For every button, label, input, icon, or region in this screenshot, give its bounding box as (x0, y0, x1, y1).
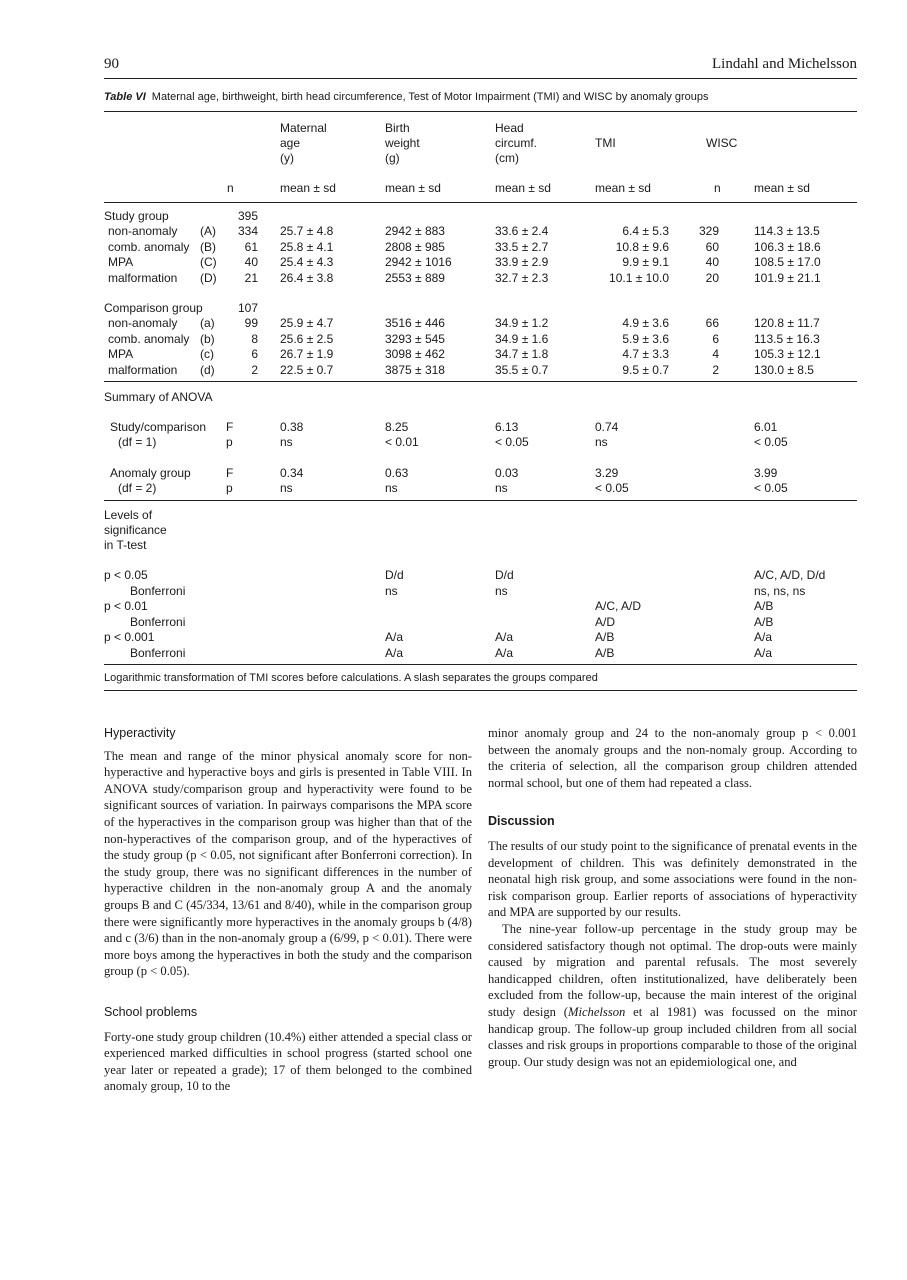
section-heading-hyperactivity: Hyperactivity (104, 726, 176, 740)
anova-stat-p: p (226, 481, 233, 495)
column-subheader: mean ± sd (754, 181, 810, 195)
cell-head-circumference: 34.9 ± 1.2 (495, 316, 549, 330)
cell-wisc-n: 4 (712, 347, 719, 361)
row-code: (c) (200, 347, 214, 361)
cell-tmi: 4.9 ± 3.6 (622, 316, 669, 330)
anova-value: ns (385, 481, 398, 495)
running-head: Lindahl and Michelsson (712, 56, 857, 72)
table-significance-rule (104, 500, 857, 501)
anova-value: ns (495, 481, 508, 495)
significance-value: ns, ns, ns (754, 583, 806, 598)
table-header-rule (104, 202, 857, 203)
column-header: Head (495, 121, 524, 135)
anova-value: 0.03 (495, 466, 519, 480)
cell-wisc-n: 60 (705, 239, 719, 254)
anova-row-label: Study/comparison (110, 420, 207, 434)
cell-wisc: 108.5 ± 17.0 (754, 255, 821, 269)
row-code: (d) (200, 362, 215, 377)
cell-wisc-n: 40 (705, 255, 719, 269)
anova-value: 0.38 (280, 420, 304, 434)
cell-birth-weight: 2808 ± 985 (385, 239, 445, 254)
significance-value: A/a (385, 645, 404, 660)
cell-maternal-age: 26.4 ± 3.8 (280, 270, 334, 285)
column-header: Maternal (280, 121, 327, 135)
row-n: 2 (251, 362, 258, 377)
row-n: 21 (244, 270, 258, 285)
cell-maternal-age: 25.6 ± 2.5 (280, 331, 334, 346)
row-label: MPA (108, 255, 134, 269)
cell-wisc: 101.9 ± 21.1 (754, 270, 821, 285)
cell-wisc: 113.5 ± 16.3 (754, 331, 820, 346)
significance-label: Levels of (104, 508, 153, 522)
anova-value: 6.13 (495, 420, 519, 434)
column-header: circumf. (495, 136, 537, 150)
group-label: Study group (104, 209, 169, 223)
row-n: 99 (244, 316, 258, 330)
column-subheader: n (714, 181, 721, 195)
anova-row-df: (df = 1) (118, 435, 157, 449)
significance-row-label: p < 0.05 (104, 568, 148, 582)
significance-value: A/a (754, 630, 773, 644)
column-header: Birth (385, 121, 410, 135)
cell-birth-weight: 3098 ± 462 (385, 347, 445, 361)
paragraph-text: et al 1981) was focussed on the minor handicap group. The follow-up group included children from all social classes and risk groups in proportions comparable to those of the original group. Our study design was not an epidemiological one, and (488, 1004, 857, 1069)
row-code: (B) (200, 239, 216, 254)
group-n: 395 (237, 209, 258, 223)
row-code: (A) (200, 224, 216, 238)
cell-wisc: 105.3 ± 12.1 (754, 347, 821, 361)
header-rule (104, 78, 857, 79)
anova-value: 3.99 (754, 466, 778, 480)
column-subheader: mean ± sd (595, 181, 651, 195)
group-n: 107 (237, 301, 258, 315)
significance-row-label: Bonferroni (130, 614, 186, 629)
table-footnote-rule (104, 690, 857, 691)
cell-head-circumference: 33.9 ± 2.9 (495, 255, 549, 269)
cell-maternal-age: 26.7 ± 1.9 (280, 347, 334, 361)
cell-wisc: 130.0 ± 8.5 (754, 362, 814, 377)
column-header: age (280, 136, 301, 150)
anova-value: < 0.05 (595, 481, 629, 495)
row-label: malformation (108, 270, 178, 285)
cell-tmi: 4.7 ± 3.3 (622, 347, 669, 361)
anova-value: < 0.05 (754, 481, 788, 495)
anova-value: 6.01 (754, 420, 778, 434)
cell-wisc-n: 2 (712, 362, 719, 377)
cell-maternal-age: 25.8 ± 4.1 (280, 239, 334, 254)
cell-head-circumference: 33.5 ± 2.7 (495, 239, 549, 254)
anova-value: 0.34 (280, 466, 304, 480)
row-label: MPA (108, 347, 134, 361)
table-footnote: Logarithmic transformation of TMI scores before calculations. A slash separates the groups compared (104, 672, 598, 684)
paragraph: Forty-one study group children (10.4%) either attended a special class or experienced marked difficulties in school progress (started school one year later or repeated a grade); 17 of them belonged to the combined anomaly group, 10 to the (104, 1029, 472, 1094)
significance-value: A/a (495, 645, 514, 660)
anova-value: < 0.05 (495, 435, 529, 449)
significance-value: A/a (495, 630, 514, 644)
anova-value: < 0.05 (754, 435, 788, 449)
significance-row-label: Bonferroni (130, 645, 186, 660)
column-header: WISC (706, 136, 738, 150)
cell-head-circumference: 34.7 ± 1.8 (495, 347, 549, 361)
anova-label: Summary of ANOVA (104, 390, 213, 404)
row-code: (b) (200, 331, 215, 346)
significance-label: significance (104, 523, 167, 537)
cell-birth-weight: 3875 ± 318 (385, 362, 445, 377)
table-caption (104, 91, 709, 103)
column-subheader: mean ± sd (495, 181, 551, 195)
row-label: malformation (108, 362, 178, 377)
significance-value: D/d (495, 568, 514, 582)
table-anova-rule (104, 381, 857, 382)
row-code: (a) (200, 316, 215, 330)
cell-wisc-n: 329 (698, 224, 719, 238)
cell-head-circumference: 35.5 ± 0.7 (495, 362, 549, 377)
column-header: (y) (280, 151, 294, 165)
significance-row-label: p < 0.01 (104, 599, 148, 613)
anova-stat-p: p (226, 435, 233, 449)
row-label: non-anomaly (108, 224, 178, 238)
significance-value: A/B (754, 599, 774, 613)
table-label: Table VI (104, 91, 146, 103)
row-n: 8 (251, 331, 258, 346)
cell-birth-weight: 2942 ± 1016 (385, 255, 452, 269)
paragraph: The mean and range of the minor physical anomaly score for non-hyperactive and hyperactive boys and girls is presented in Table VIII. In ANOVA study/comparison group and hyperactivity were found to be significant sources of variation. In pairways comparisons the MPA score of the hyperactives in the comparison group was higher than that of the non-hyperactives of the comparison group, and of the hyperactives of the study group (p < 0.05, not significant after Bonferroni correction). In the study group, there was no significant differences in the number of hyperactive children in the non-anomaly group A and the anomaly groups B and C (45/334, 13/61 and 8/40), while in the comparison group there were significantly more hyperactives in the anomaly groups b (4/8) and c (3/6) than in the non-anomaly group a (6/99, p < 0.01). There were more boys among the hyperactives in both the study and the comparison group (p < 0.05). (104, 748, 472, 979)
anova-row-label: Anomaly group (110, 466, 191, 480)
significance-value: A/C, A/D, D/d (754, 568, 826, 582)
significance-row-label: p < 0.001 (104, 630, 155, 644)
paragraph: The results of our study point to the significance of prenatal events in the development of children. This was definitely demonstrated in the neonatal high risk group, and some associations were found in the non-risk comparison group. Earlier reports of associations of hyperactivity and MPA are supported by our results. (488, 838, 857, 920)
cell-tmi: 10.8 ± 9.6 (615, 239, 669, 254)
section-heading-discussion: Discussion (488, 814, 555, 829)
significance-value: A/B (595, 630, 615, 644)
row-n: 334 (237, 224, 258, 238)
cell-head-circumference: 32.7 ± 2.3 (495, 270, 549, 285)
cell-tmi: 9.5 ± 0.7 (622, 362, 669, 377)
significance-value: ns (495, 583, 508, 598)
column-header: weight (385, 136, 420, 150)
section-heading-school-problems: School problems (104, 1004, 198, 1019)
paragraph (488, 921, 857, 1070)
column-header: (cm) (495, 151, 519, 165)
row-code: (D) (200, 270, 217, 285)
column-header: TMI (595, 136, 616, 150)
column-subheader: mean ± sd (280, 181, 336, 195)
row-n: 61 (244, 239, 258, 254)
cell-wisc: 106.3 ± 18.6 (754, 239, 821, 254)
table-bottom-rule (104, 664, 857, 665)
column-subheader: n (227, 181, 234, 195)
left-column (104, 725, 472, 1095)
significance-row-label: Bonferroni (130, 583, 186, 598)
cell-wisc-n: 6 (712, 331, 719, 346)
row-label: comb. anomaly (108, 331, 190, 346)
significance-value: ns (385, 583, 398, 598)
row-n: 40 (244, 255, 258, 269)
row-label: non-anomaly (108, 316, 178, 330)
cell-wisc-n: 66 (705, 316, 719, 330)
column-header: (g) (385, 151, 400, 165)
anova-value: ns (280, 435, 293, 449)
cell-wisc: 120.8 ± 11.7 (754, 316, 820, 330)
cell-maternal-age: 25.4 ± 4.3 (280, 255, 334, 269)
cell-maternal-age: 25.7 ± 4.8 (280, 224, 334, 238)
table-caption-text: Maternal age, birthweight, birth head circumference, Test of Motor Impairment (TMI) and WISC by anomaly groups (151, 91, 709, 103)
row-n: 6 (251, 347, 258, 361)
anova-value: 8.25 (385, 420, 409, 434)
paragraph: minor anomaly group and 24 to the non-anomaly group p < 0.001 between the anomaly groups and the non-nomaly group. According to the criteria of selection, all the comparison group children attended normal school, but one of them had repeated a class. (488, 726, 857, 790)
cell-tmi: 9.9 ± 9.1 (622, 255, 669, 269)
anova-row-df: (df = 2) (118, 481, 157, 495)
page-number: 90 (104, 56, 119, 72)
column-subheader: mean ± sd (385, 181, 441, 195)
anova-value: 0.63 (385, 466, 409, 480)
significance-value: D/d (385, 568, 404, 582)
cell-birth-weight: 3293 ± 545 (385, 331, 445, 346)
cell-birth-weight: 2553 ± 889 (385, 270, 445, 285)
cell-tmi: 10.1 ± 10.0 (609, 270, 669, 285)
anova-value: 3.29 (595, 466, 619, 480)
row-code: (C) (200, 255, 217, 269)
cell-wisc: 114.3 ± 13.5 (754, 224, 820, 238)
cell-head-circumference: 33.6 ± 2.4 (495, 224, 549, 238)
anova-value: ns (595, 435, 608, 449)
significance-value: A/D (595, 614, 616, 629)
significance-value: A/C, A/D (595, 599, 642, 613)
significance-value: A/a (754, 645, 773, 660)
anova-stat-f: F (226, 466, 234, 480)
anova-value: < 0.01 (385, 435, 419, 449)
cell-birth-weight: 2942 ± 883 (385, 224, 445, 238)
anova-value: 0.74 (595, 420, 619, 434)
citation-author: Michelsson (567, 1004, 626, 1019)
significance-value: A/a (385, 630, 404, 644)
cell-maternal-age: 25.9 ± 4.7 (280, 316, 334, 330)
paragraph-text: The nine-year follow-up percentage in the study group may be considered satisfactory though not optimal. The drop-outs were mainly caused by migration and parental refusals. The most severely handicapped children, often institutionalized, have deliberately been excluded from the follow-up, because the main interest of the original study design ( (488, 921, 857, 1019)
cell-tmi: 5.9 ± 3.6 (622, 331, 669, 346)
row-label: comb. anomaly (108, 239, 190, 254)
table-top-rule (104, 111, 857, 112)
anova-value: ns (280, 481, 293, 495)
cell-head-circumference: 34.9 ± 1.6 (495, 331, 549, 346)
cell-tmi: 6.4 ± 5.3 (622, 224, 669, 238)
cell-wisc-n: 20 (705, 270, 719, 285)
significance-value: A/B (754, 614, 774, 629)
cell-birth-weight: 3516 ± 446 (385, 316, 445, 330)
anova-stat-f: F (226, 420, 234, 434)
right-column (488, 725, 857, 1070)
cell-maternal-age: 22.5 ± 0.7 (280, 362, 334, 377)
significance-value: A/B (595, 645, 615, 660)
significance-label: in T-test (104, 538, 147, 552)
group-label: Comparison group (104, 301, 203, 315)
